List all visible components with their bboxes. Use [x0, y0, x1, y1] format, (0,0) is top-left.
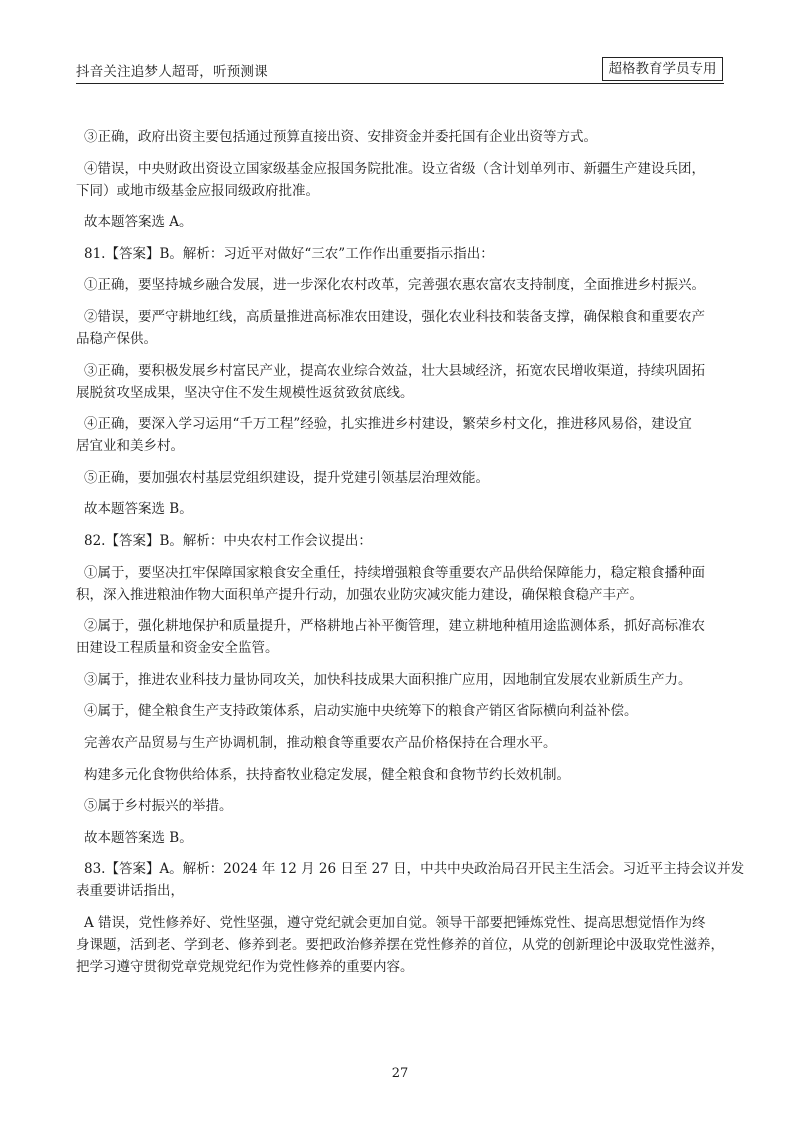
paragraph	[76, 498, 724, 520]
paragraph-first-line: ③正确，要积极发展乡村富民产业，提高农业综合效益，壮大县域经济，拓宽农民增收渠道，持续巩固拓	[84, 362, 705, 379]
paragraph-first-line: ②错误，要严守耕地红线，高质量推进高标准农田建设，强化农业科技和装备支撑，确保粮食和重要农产	[84, 309, 705, 325]
paragraph-first-line: 构建多元化食物供给体系，扶持畜牧业稳定发展，健全粮食和食物节约长效机制。	[84, 766, 570, 783]
paragraph-line: 身课题，活到老、学到老、修养到老。要把政治修养摆在党性修养的首位，从党的创新理论中汲取党性滋养，	[76, 937, 724, 953]
paragraph-line: 积，深入推进粮油作物大面积单产提升行动，加强农业防灾减灾能力建设，确保粮食稳产丰产。	[76, 586, 643, 603]
paragraph-first-line: ②属于，强化耕地保护和质量提升，严格耕地占补平衡管理，建立耕地种植用途监测体系，抓好高标准农	[84, 618, 705, 635]
paragraph-line: 下同）或地市级基金应报同级政府批准。	[76, 182, 319, 199]
paragraph	[76, 827, 724, 849]
paragraph-line: 把学习遵守贯彻党章党规党纪作为党性修养的重要内容。	[76, 959, 414, 975]
paragraph	[76, 158, 724, 202]
paragraph	[76, 360, 724, 404]
paragraph-first-line: 83.【答案】A。解析：2024 年 12 月 26 日至 27 日，中共中央政治局召开民主生活会。习近平主持会议并发	[84, 861, 745, 878]
paragraph	[76, 764, 724, 786]
paragraph-first-line: ④错误，中央财政出资设立国家级基金应报国务院批准。设立省级（含计划单列市、新疆生产建设兵团，	[84, 160, 705, 177]
paragraph-line: 展脱贫攻坚成果，坚决守住不发生规模性返贫致贫底线。	[76, 384, 414, 401]
paragraph-first-line: 故本题答案选 B。	[84, 501, 193, 518]
paragraph-first-line: ③正确，政府出资主要包括通过预算直接出资、安排资金并委托国有企业出资等方式。	[84, 129, 597, 145]
paragraph-first-line: ⑤正确，要加强农村基层党组织建设，提升党建引领基层治理效能。	[84, 469, 489, 486]
paragraph-first-line: 故本题答案选 B。	[84, 829, 193, 846]
paragraph	[76, 530, 724, 552]
paragraph	[76, 413, 724, 457]
paragraph	[76, 126, 724, 148]
paragraph-first-line: A 错误，党性修养好、党性坚强，遵守党纪就会更加自觉。领导干部要把锤炼党性、提高思想觉悟作为终	[84, 915, 706, 931]
paragraph	[76, 732, 724, 754]
paragraph-first-line: ④正确，要深入学习运用“千万工程”经验，扎实推进乡村建设，繁荣乡村文化，推进移风易俗，建设宜	[84, 416, 692, 433]
paragraph-line: 田建设工程质量和资金安全监管。	[76, 640, 279, 657]
header-divider	[76, 83, 724, 84]
paragraph	[76, 274, 724, 296]
paragraph	[76, 912, 724, 978]
paragraph	[76, 562, 724, 606]
paragraph	[76, 669, 724, 691]
paragraph-line: 表重要讲话指出，	[76, 883, 184, 900]
paragraph	[76, 700, 724, 722]
paragraph	[76, 467, 724, 489]
paragraph-first-line: 81.【答案】B。解析：习近平对做好“三农”工作作出重要指示指出：	[84, 245, 494, 262]
paragraph-first-line: ③属于，推进农业科技力量协同攻关，加快科技成果大面积推广应用，因地制宜发展农业新质生产力。	[84, 671, 692, 688]
paragraph-line: 品稳产保供。	[76, 331, 157, 347]
paragraph	[76, 795, 724, 817]
paragraph	[76, 306, 724, 350]
paragraph-first-line: ①正确，要坚持城乡融合发展，进一步深化农村改革，完善强农惠农富农支持制度，全面推进乡村振兴。	[84, 277, 705, 294]
paragraph-first-line: 完善农产品贸易与生产协调机制，推动粮食等重要农产品价格保持在合理水平。	[84, 735, 557, 751]
header-promo-text: 抖音关注追梦人超哥，听预测课	[76, 64, 268, 80]
paragraph	[76, 858, 745, 902]
paragraph-line: 居宜业和美乡村。	[76, 438, 184, 455]
paragraph	[76, 211, 724, 233]
page-number: 27	[391, 1066, 409, 1081]
paragraph-first-line: ④属于，健全粮食生产支持政策体系，启动实施中央统筹下的粮食产销区省际横向利益补偿。	[84, 703, 638, 720]
header-badge: 超格教育学员专用	[602, 57, 723, 81]
paragraph-first-line: ⑤属于乡村振兴的举措。	[84, 798, 233, 815]
paragraph-first-line: ①属于，要坚决扛牢保障国家粮食安全重任，持续增强粮食等重要农产品供给保障能力，稳定粮食播种面	[84, 564, 705, 581]
paragraph-first-line: 故本题答案选 A。	[84, 214, 193, 231]
paragraph	[76, 243, 724, 265]
paragraph	[76, 615, 724, 659]
paragraph-first-line: 82.【答案】B。解析：中央农村工作会议提出：	[84, 533, 372, 549]
